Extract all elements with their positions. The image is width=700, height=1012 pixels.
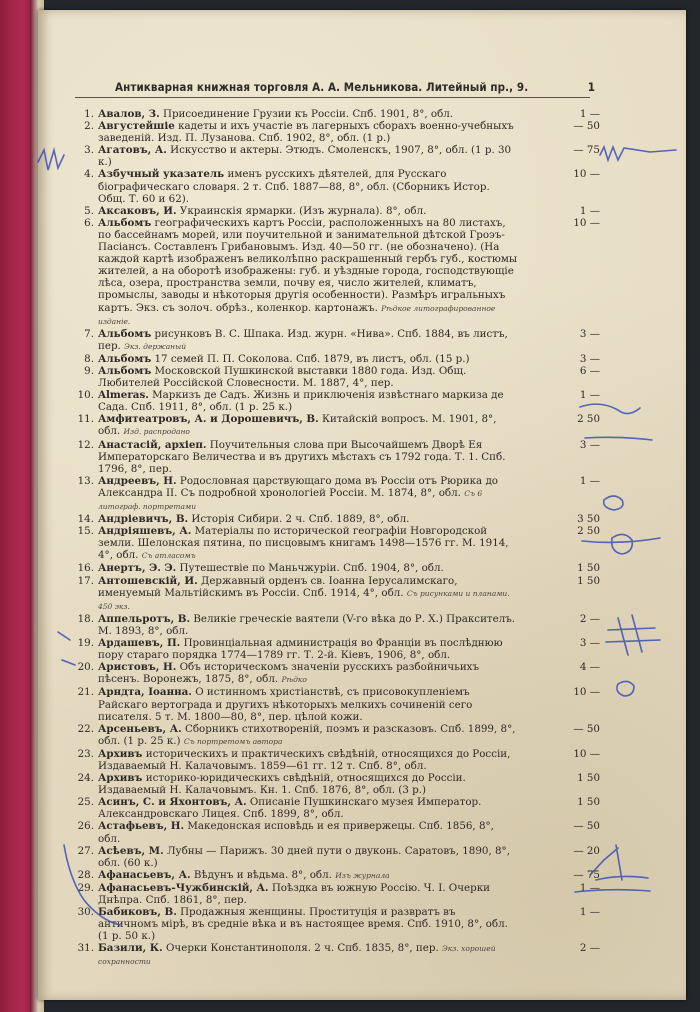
entry-number: 22. [77, 722, 94, 735]
entry-description: Исторія Сибири. 2 ч. Спб. 1889, 8°, обл. [191, 513, 410, 526]
entry-number: 29. [77, 881, 94, 894]
catalogue-entry [70, 906, 600, 943]
header-rule [75, 97, 590, 98]
entry-description: рисунковъ В. С. Шпака. Изд. журн. «Нива». Спб. 1884, въ листъ, пер. [98, 327, 508, 352]
entry-description: географическихъ картъ Россіи, расположенныхъ на 80 листахъ, по бассейнамъ морей, или поучительной и занимательной дѣтской Гроэъ-Пасіансъ. Составленъ Грибановымъ. Изд. 40—50 гг. (не обозначено). (На каждой картѣ изображенъ великолѣпно раскрашенный гербъ губ., костюмы жителей, а на оборотѣ изображены: губ. и уѣздные города, господствующіе лѣса, озера, пространства земли, почву ея, число жителей, климатъ, промыслы, заводы и нѣкоторыя другія особенности). Размѣръ игральныхъ картъ. Экз. съ золоч. обрѣз., коленкор. картонажъ. [98, 216, 518, 314]
entry-price: 3 — [579, 637, 600, 650]
entry-description: Провинціальная администрація во Франціи въ послѣднюю пору стараго порядка 1774—1789 гг. Т. 2-й. Кіевъ, 1906, 8°, обл. [98, 637, 503, 662]
entry-description: историческихъ и практическихъ свѣдѣній, относящихся до Россіи, Издаваемый Н. Калачовымъ. 1859—61 гг. 12 т. Спб. 8°, обл. [98, 747, 511, 772]
catalogue-entry [70, 389, 600, 414]
entry-price: 2 — [579, 612, 600, 625]
entry-price: — 75 [573, 144, 600, 157]
catalogue-entry [70, 661, 600, 686]
entry-note: Экз. держаный [124, 341, 187, 351]
catalogue-entry [70, 942, 600, 968]
entry-note: Изд. распродано [123, 427, 190, 437]
entry-note: Рѣдкое литографированное изданіе. [98, 303, 496, 326]
catalogue-entry [70, 216, 600, 328]
entry-description: Поучительныя слова при Высочайшемъ Дворѣ Ея Императорскаго Величества и въ другихъ мѣстахъ съ 1792 года. Т. 1. Спб. 1796, 8°, пер. [98, 438, 506, 475]
entry-author: Амфитеатровъ, А. и Дорошевичъ, В. [98, 413, 319, 426]
entry-price: 2 — [579, 942, 600, 955]
entry-number: 1. [84, 108, 94, 120]
entry-price: 1 50 [577, 574, 600, 587]
entry-description: Маркизъ де Садъ. Жизнь и приключенія извѣстнаго маркиза де Сада. Спб. 1911, 8°, обл. (1 р. 25 к.) [98, 389, 504, 414]
entry-description: Московской Пушкинской выставки 1880 года. Изд. Общ. Любителей Россійской Словесности. М. 1887, 4°, пер. [98, 364, 467, 390]
entry-number: 20. [77, 661, 94, 674]
entry-description: Присоединение Грузии къ Россіи. Спб. 1901, 8°, обл. [162, 108, 454, 120]
entry-number: 25. [77, 796, 94, 809]
entry-price: 6 — [579, 364, 600, 377]
entry-price: 1 — [579, 204, 600, 217]
entry-number: 31. [77, 942, 94, 955]
entry-note: Съ портретомъ автора [183, 736, 283, 746]
entry-author: Архивъ [98, 747, 143, 760]
entry-author: Ардашевъ, П. [98, 637, 181, 650]
entry-note: Съ атласомъ [141, 551, 196, 561]
entry-note: Съ рисунками и планами. 450 экз. [98, 588, 510, 611]
entry-description: историко-юридическихъ свѣдѣній, относящихся до Россіи. Издаваемый Н. Калачовымъ. Кн. 1. Спб. 1876, 8°, обл. (3 р.) [98, 772, 466, 797]
entry-author: Азбучный указатель [98, 168, 225, 181]
catalogue-entry [70, 574, 600, 613]
catalogue-entry [70, 413, 600, 438]
catalogue-entry [70, 352, 600, 365]
entry-number: 9. [84, 364, 94, 377]
entry-number: 7. [84, 327, 94, 340]
catalogue-entry [70, 438, 600, 475]
header-title: Антикварная книжная торговля А. А. Мельникова. Литейный пр., 9. [115, 80, 529, 94]
entry-number: 4. [84, 168, 94, 181]
entry-number: 5. [84, 204, 94, 217]
entry-price: 4 — [579, 661, 600, 674]
entry-price: — 20 [573, 844, 600, 857]
catalogue-entry [70, 868, 600, 882]
entry-price: — 50 [573, 722, 600, 735]
entry-price: 1 50 [577, 562, 600, 575]
entry-description: Великіе греческіе ваятели (V-го вѣка до Р. Х.) Праксителъ. М. 1893, 8°, обл. [98, 612, 516, 637]
entry-price: 10 — [573, 686, 600, 699]
entry-description: 17 семей П. П. Соколова. Спб. 1879, въ листъ, обл. (15 р.) [154, 352, 470, 365]
entry-number: 16. [77, 562, 94, 575]
entry-description: Сборникъ стихотвореній, поэмъ и разсказовъ. Спб. 1899, 8°, обл. (1 р. 25 к.) [98, 722, 516, 747]
catalogue-entry [70, 562, 600, 575]
catalogue-entry [70, 364, 600, 390]
entry-number: 13. [77, 474, 94, 487]
entry-price: 10 — [573, 216, 600, 229]
entry-note: Изъ журнала [335, 870, 390, 880]
catalogue-entry [70, 796, 600, 821]
entry-price: 2 50 [577, 413, 600, 426]
catalogue-entry [70, 168, 600, 205]
entry-description: именъ русскихъ дѣятелей, для Русскаго біографическаго словаря. 2 т. Спб. 1887—88, 8°, обл. (Сборникъ Истор. Общ. Т. 60 и 62). [98, 168, 490, 205]
entry-price: 1 — [579, 108, 600, 120]
entry-number: 19. [77, 637, 94, 650]
entry-author: Агатовъ, А. [98, 144, 167, 157]
catalogue-entry [70, 474, 600, 513]
entry-number: 2. [84, 120, 94, 133]
entry-number: 28. [77, 868, 94, 881]
entry-description: Очерки Константинополя. 2 ч. Спб. 1835, 8°, пер. [165, 942, 439, 955]
entry-author: Афанасьевъ-Чужбинскій, А. [98, 881, 269, 894]
catalogue-entry [70, 108, 600, 120]
entry-description: Родословная царствующаго дома въ Россіи отъ Рюрика до Александра II. Съ подробной хронологіей Россіи. М. 1874, 8°, обл. [98, 474, 498, 499]
entry-author: Альбомъ [98, 352, 152, 365]
entry-price: 1 — [579, 906, 600, 919]
catalogue-entry [70, 844, 600, 869]
entry-number: 21. [77, 686, 94, 699]
entry-description: Продажныя женщины. Проституція и развратъ въ античномъ мірѣ, въ средніе вѣка и въ настоящее время. Спб. 1910, 8°, обл. (1 р. 50 к.) [98, 906, 508, 943]
catalogue-entry [70, 525, 600, 562]
entry-number: 23. [77, 747, 94, 760]
entry-description: Описаніе Пушкинскаго музея Император. Александровскаго Лицея. Спб. 1899, 8°, обл. [98, 796, 482, 821]
entry-description: кадеты и ихъ участіе въ лагерныхъ сборахъ военно-учебныхъ заведеній. Изд. П. Лузанова. Спб. 1902, 8°, обл. (1 р.) [98, 120, 514, 145]
entry-number: 17. [77, 574, 94, 587]
entry-note: Съ 6 литограф. портретами [98, 488, 483, 511]
entry-price: 1 50 [577, 772, 600, 785]
entry-description: Китайскій вопросъ. М. 1901, 8°, обл. [98, 413, 497, 438]
entry-author: Аксаковъ, И. [98, 204, 177, 217]
entry-price: 1 50 [577, 796, 600, 809]
entry-number: 30. [77, 906, 94, 919]
entry-author: Августейшіе [98, 120, 175, 133]
entry-price: 3 — [579, 352, 600, 365]
entry-description: Державный орденъ св. Іоанна Іерусалимскаго, именуемый Мальтійскимъ въ Россіи. Спб. 1914, 4°, обл. [98, 574, 458, 599]
entry-description: Путешествіе по Маньчжуріи. Спб. 1904, 8°, обл. [179, 562, 444, 575]
entry-price: — 50 [573, 120, 600, 133]
entry-price: 2 50 [577, 525, 600, 538]
entry-price: — 75 [573, 868, 600, 881]
page-header [75, 74, 595, 98]
entry-description: Искусство и актеры. Этюдъ. Смоленскъ, 1907, 8°, обл. (1 р. 30 к.) [98, 144, 512, 169]
entry-author: Анертъ, Э. Э. [98, 562, 177, 575]
catalogue-entry [70, 513, 600, 526]
entry-author: Бабиковъ, В. [98, 906, 177, 919]
entry-price: 3 — [579, 438, 600, 451]
entry-author: Аппельротъ, В. [98, 612, 191, 625]
entry-author: Асѣевъ, М. [98, 844, 164, 857]
entry-number: 3. [84, 144, 94, 157]
entry-number: 8. [84, 352, 94, 365]
entry-number: 12. [77, 438, 94, 451]
catalogue-entry [70, 881, 600, 906]
entry-note: Экз. хорошей сохранности [98, 944, 496, 967]
entry-price: 1 — [579, 881, 600, 894]
entry-number: 6. [84, 216, 94, 229]
entry-description: Матеріалы по исторической географіи Новгородской земли. Шелонская пятина, по писцовымъ книгамъ 1498—1576 гг. М. 1914, 4°, обл. [98, 525, 509, 562]
catalogue-entry [70, 327, 600, 353]
entry-price: 1 — [579, 389, 600, 402]
entry-number: 26. [77, 820, 94, 833]
entry-author: Базили, К. [98, 942, 163, 955]
entry-number: 18. [77, 612, 94, 625]
entry-number: 11. [77, 413, 94, 426]
entry-author: Аристовъ, Н. [98, 661, 177, 674]
entry-description: Лубны — Парижъ. 30 дней пути о двуконь. Саратовъ, 1890, 8°, обл. (60 к.) [98, 844, 510, 869]
entry-author: Almeras. [98, 389, 149, 402]
entry-description: Объ историческомъ значеніи русскихъ разбойничьихъ пѣсенъ. Воронежъ, 1875, 8°, обл. [98, 661, 480, 686]
entry-author: Асинъ, С. и Яхонтовъ, А. [98, 796, 247, 809]
entry-price: 3 — [579, 327, 600, 340]
entry-description: Поѣздка въ южную Россію. Ч. I. Очерки Днѣпра. Спб. 1861, 8°, пер. [98, 881, 491, 906]
entry-author: Арндта, Іоанна. [98, 686, 192, 699]
entry-number: 10. [77, 389, 94, 402]
catalogue-entry [70, 772, 600, 797]
catalogue-entry [70, 144, 600, 169]
catalogue-entry [70, 686, 600, 723]
entry-price: — 50 [573, 820, 600, 833]
entry-author: Авалов, З. [98, 108, 160, 120]
catalogue-entry [70, 612, 600, 637]
entry-note: Рѣдко [281, 675, 307, 685]
entry-price: 3 50 [577, 513, 600, 526]
entry-author: Афанасьевъ, А. [98, 868, 191, 881]
entry-number: 14. [77, 513, 94, 526]
catalogue-list [70, 108, 600, 969]
entry-number: 24. [77, 772, 94, 785]
entry-author: Арсеньевъ, А. [98, 722, 182, 735]
entry-author: Альбомъ [98, 216, 152, 229]
page-number: 1 [587, 80, 595, 94]
entry-author: Архивъ [98, 772, 143, 785]
entry-price: 10 — [573, 747, 600, 760]
entry-description: О истинномъ христіанствѣ, съ присовокупленіемъ Райскаго вертограда и другихъ нѣкоторыхъ мелкихъ сочиненій сего писателя. 5 т. М. 1800—80, 8°, пер. цѣлой кожи. [98, 686, 473, 723]
entry-author: Анастасій, архіеп. [98, 438, 207, 451]
catalogue-entry [70, 120, 600, 145]
entry-description: Вѣдунъ и вѣдьма. 8°, обл. [193, 868, 332, 881]
entry-author: Андреевъ, Н. [98, 474, 177, 487]
entry-price: 10 — [573, 168, 600, 181]
entry-author: Андріяшевъ, А. [98, 525, 192, 538]
entry-number: 27. [77, 844, 94, 857]
entry-author: Альбомъ [98, 364, 152, 377]
entry-author: Андріевичъ, В. [98, 513, 189, 526]
entry-author: Астафьевъ, Н. [98, 820, 185, 833]
catalogue-entry [70, 820, 600, 845]
entry-price: 1 — [579, 474, 600, 487]
entry-description: Македонская исповѣдь и ея привержецы. Спб. 1856, 8°, обл. [98, 820, 494, 845]
catalogue-entry [70, 204, 600, 217]
catalogue-entry [70, 637, 600, 662]
entry-description: Украинскія ярмарки. (Изъ журнала). 8°, обл. [179, 204, 427, 217]
entry-author: Антошевскій, И. [98, 574, 198, 587]
catalogue-entry [70, 747, 600, 772]
entry-author: Альбомъ [98, 327, 152, 340]
entry-number: 15. [77, 525, 94, 538]
catalogue-entry [70, 722, 600, 748]
